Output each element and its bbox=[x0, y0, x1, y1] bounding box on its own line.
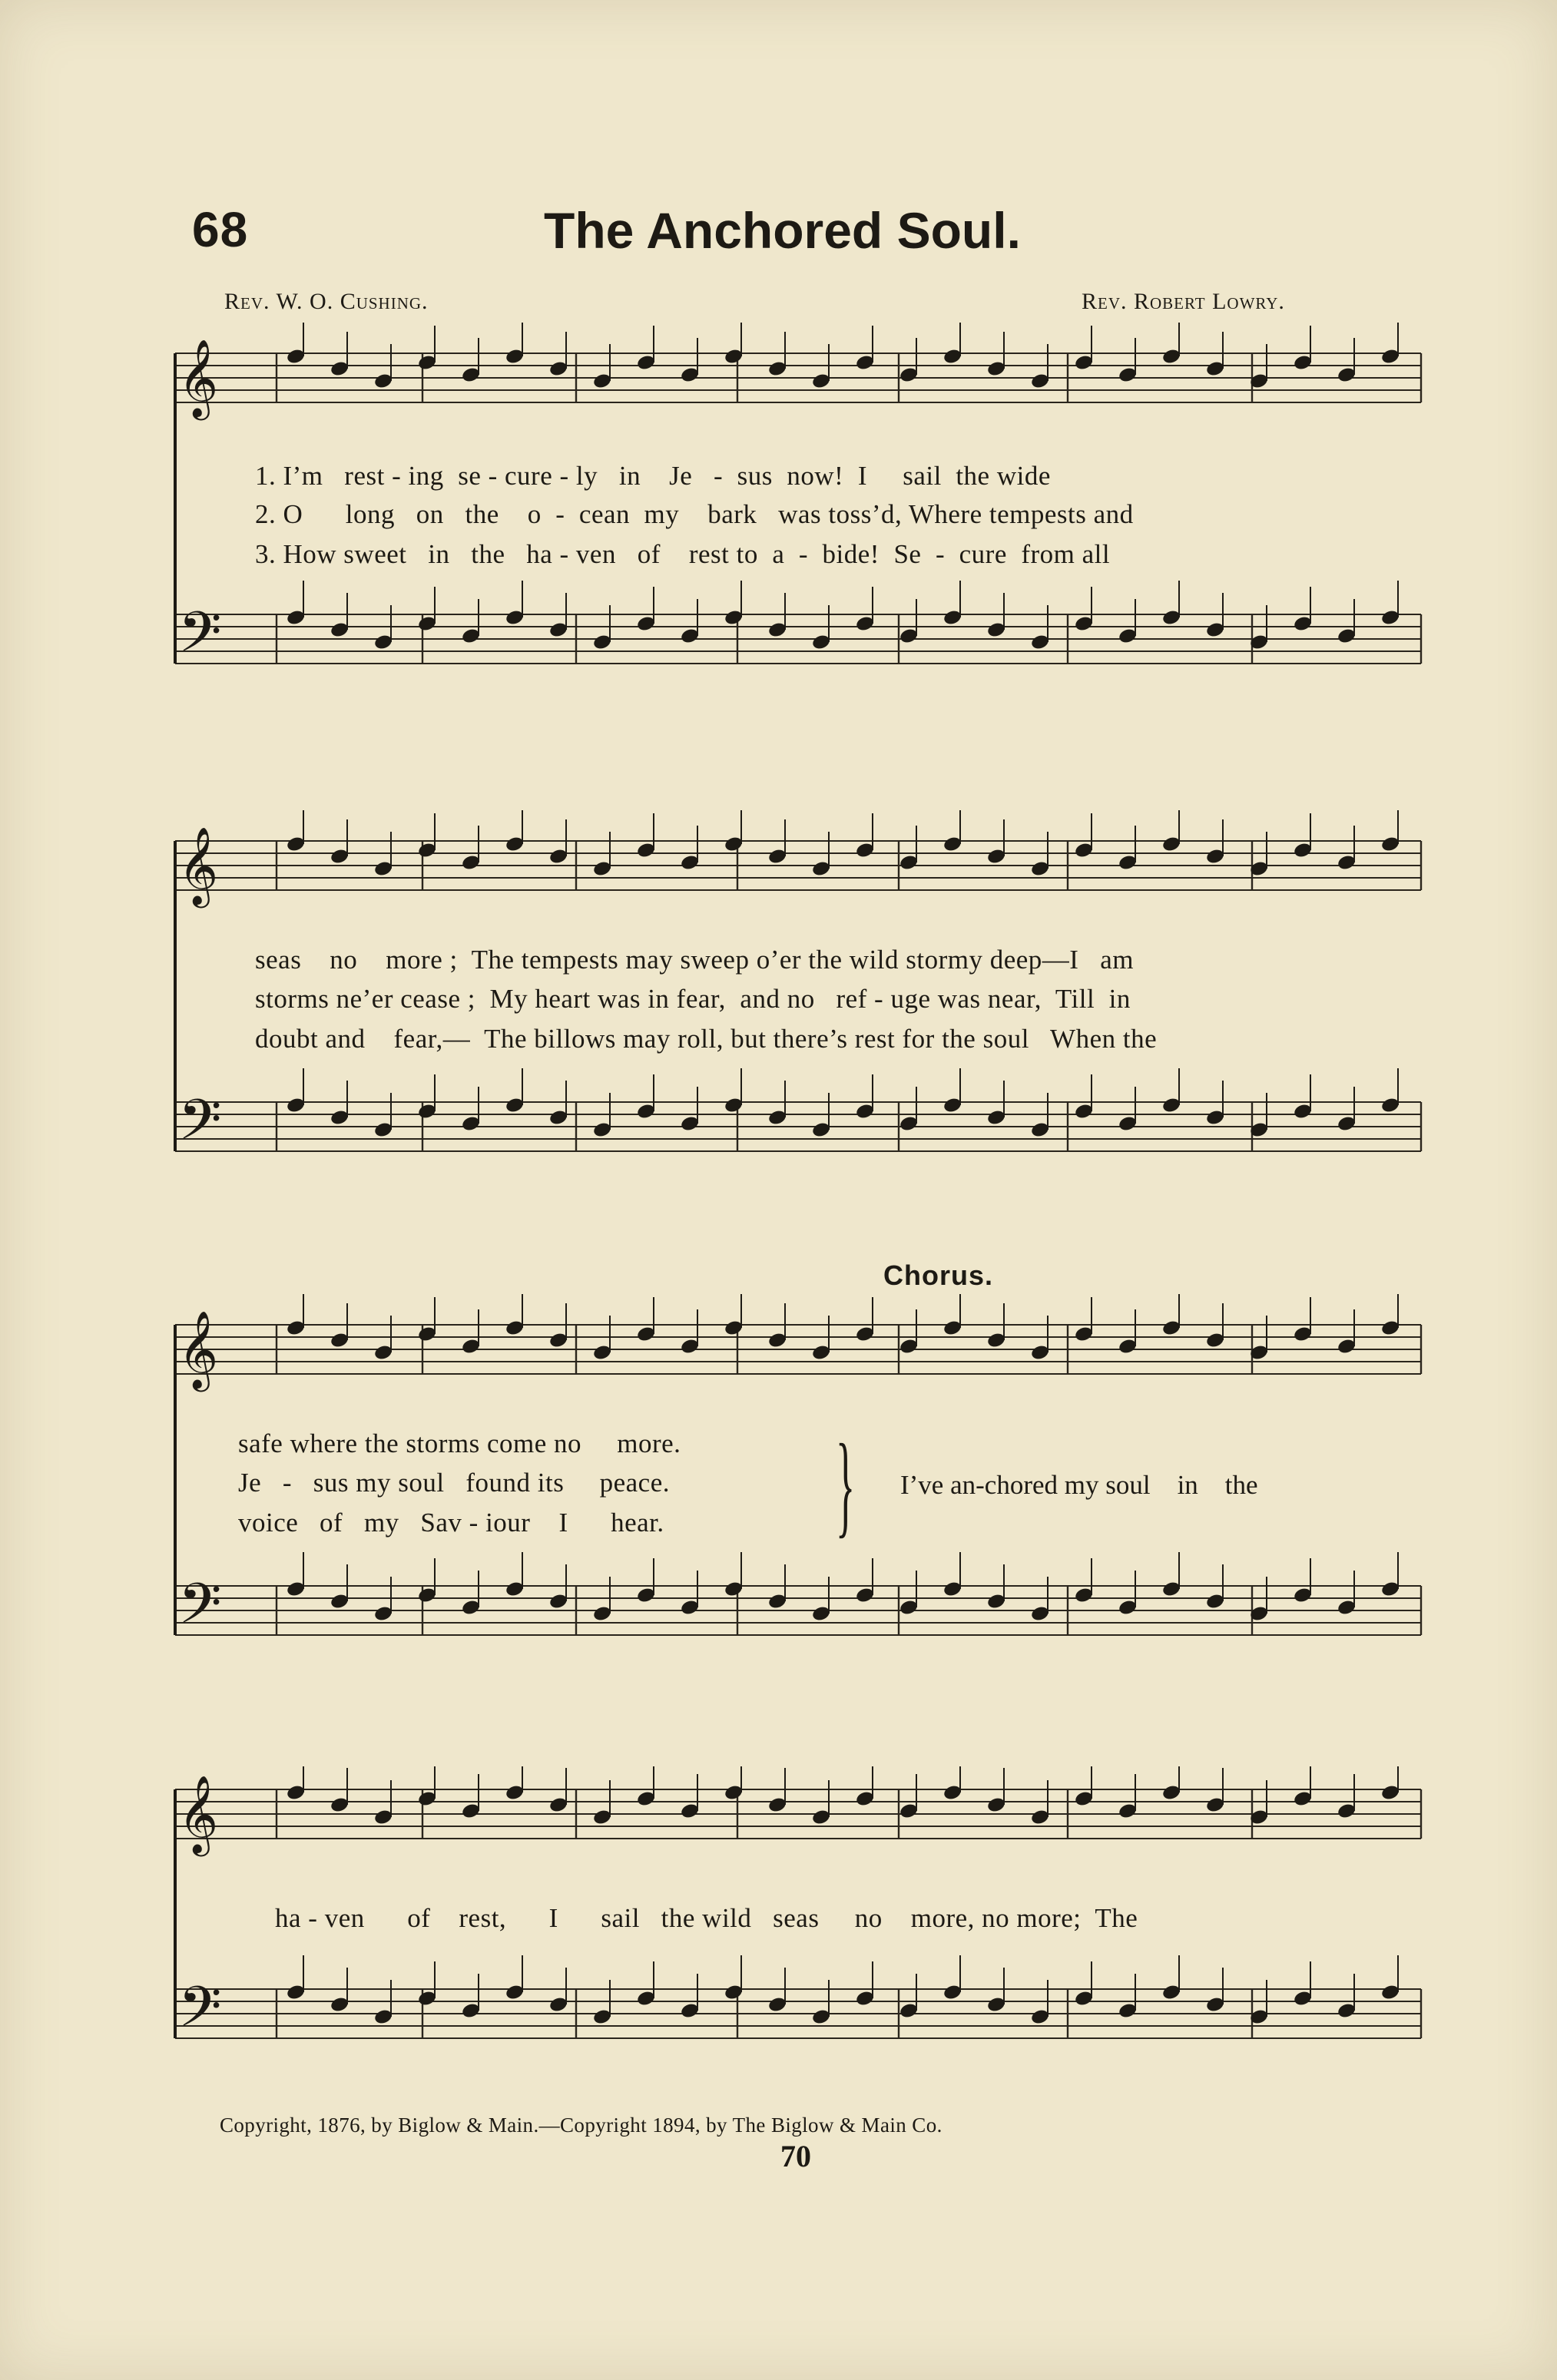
chorus-label: Chorus. bbox=[883, 1260, 994, 1291]
music-system-2 bbox=[161, 810, 1429, 1210]
lyric-verse-2: storms ne’er cease ; My heart was in fear, and no ref - uge was near, Till in bbox=[255, 984, 1131, 1014]
lyric-verse-3: 3. How sweet in the ha - ven of rest to a - bide! Se - cure from all bbox=[255, 539, 1111, 569]
svg-text:𝄞: 𝄞 bbox=[178, 1774, 219, 1853]
lyric-verse-3: voice of my Sav - iour I hear. bbox=[238, 1508, 664, 1538]
page-number: 70 bbox=[780, 2139, 811, 2173]
hymn-number: 68 bbox=[192, 202, 249, 257]
composer-credit: Rev. Robert Lowry. bbox=[1082, 289, 1285, 314]
staff-notation bbox=[161, 1766, 1429, 2104]
treble-staff bbox=[175, 1294, 1421, 1392]
treble-staff bbox=[175, 1766, 1421, 1857]
lyric-chorus: ha - ven of rest, I sail the wild seas no more, no more; The bbox=[275, 1903, 1138, 1933]
treble-staff bbox=[175, 810, 1421, 909]
lyric-verse-2: 2. O long on the o - cean my bark was toss’d, Where tempests and bbox=[255, 499, 1134, 529]
svg-text:𝄢: 𝄢 bbox=[178, 599, 222, 678]
hymn-title: The Anchored Soul. bbox=[544, 202, 1021, 259]
bass-staff bbox=[175, 581, 1421, 678]
lyric-verse-2: Je - sus my soul found its peace. bbox=[238, 1468, 670, 1498]
svg-text:𝄞: 𝄞 bbox=[178, 826, 219, 905]
copyright-notice: Copyright, 1876, by Biglow & Main.—Copyright 1894, by The Biglow & Main Co. bbox=[220, 2114, 942, 2137]
svg-text:𝄞: 𝄞 bbox=[178, 338, 219, 417]
music-system-1 bbox=[161, 323, 1429, 722]
svg-text:𝄞: 𝄞 bbox=[178, 1309, 219, 1389]
lyric-verse-1: safe where the storms come no more. bbox=[238, 1428, 681, 1458]
lyric-verse-1: 1. I’m rest - ing se - cure - ly in Je - sus now! I sail the wide bbox=[255, 461, 1051, 491]
svg-text:𝄢: 𝄢 bbox=[178, 1571, 222, 1650]
svg-text:𝄢: 𝄢 bbox=[178, 1974, 222, 2053]
lyric-verse-3: doubt and fear,— The billows may roll, but there’s rest for the soul When the bbox=[255, 1024, 1158, 1054]
lyric-verse-1: seas no more ; The tempests may sweep o’er the wild stormy deep—I am bbox=[255, 945, 1134, 975]
verse-brace: } bbox=[836, 1421, 856, 1548]
bass-staff bbox=[175, 1955, 1421, 2053]
lyricist-credit: Rev. W. O. Cushing. bbox=[224, 289, 429, 314]
bass-staff bbox=[175, 1068, 1421, 1166]
chorus-lyric: I’ve an-chored my soul in the bbox=[900, 1470, 1258, 1500]
music-system-4 bbox=[161, 1766, 1429, 2104]
bass-staff bbox=[175, 1552, 1421, 1650]
treble-staff bbox=[175, 323, 1421, 421]
svg-text:𝄢: 𝄢 bbox=[178, 1087, 222, 1166]
